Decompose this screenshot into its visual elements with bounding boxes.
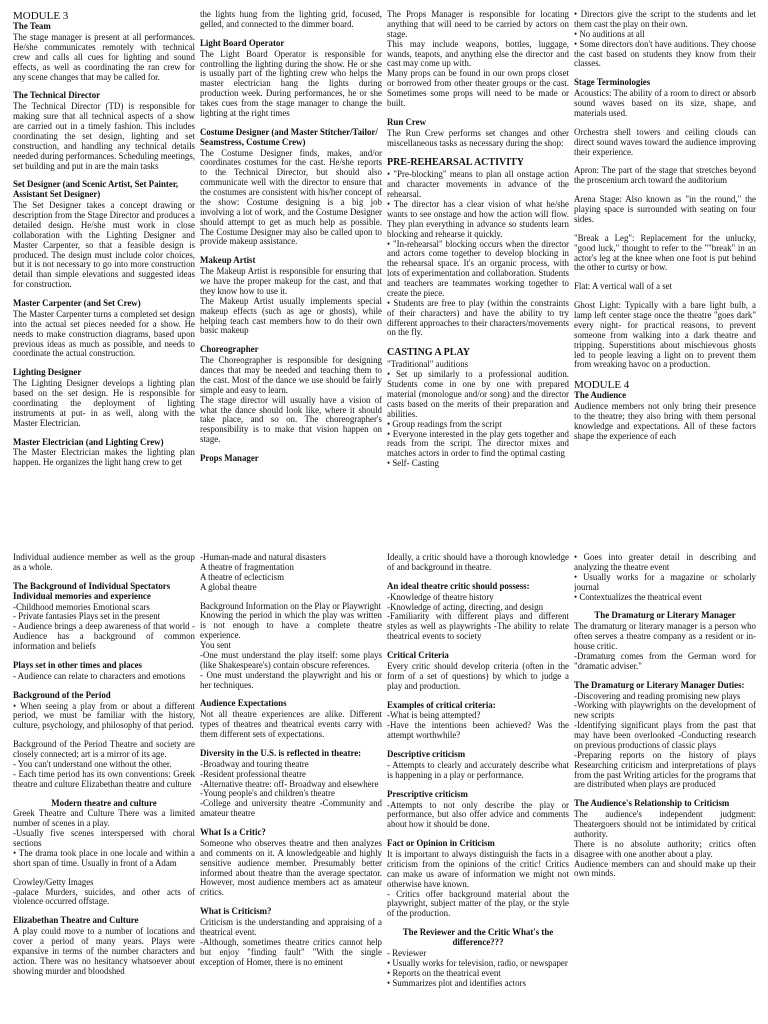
- section-heading: The Audience: [574, 390, 627, 401]
- paragraph: The Master Carpenter turns a completed set design into the actual set pieces needed for a show. He needs to make construction diagrams, based upon previous ideas as much as possible, and needs to coordinate the actual construction.: [13, 308, 195, 359]
- paragraph: -Human-made and natural disasters A theatre of fragmentation A theatre of eclecticism A global theatre: [200, 553, 326, 592]
- section-heading: Modern theatre and culture: [51, 797, 157, 808]
- paragraph: The Run Crew performs set changes and other miscellaneous tasks as necessary during the shop:: [387, 127, 569, 148]
- section-heading: The Background of Individual Spectators Individual memories and experience: [13, 580, 171, 601]
- paragraph: The dramaturg or literary manager is a person who often serves a theatre company as a resident or in-house critic. -Dramaturg comes from the German word for "dramatic adviser.": [574, 621, 756, 671]
- section-heading: What Is a Critic?: [200, 827, 266, 837]
- paragraph: A play could move to a number of locations and cover a period of many years. Plays were expansive in terms of the number characters and action. There was no hesitancy whatsoever about showing murder and bloodshed: [13, 926, 195, 976]
- paragraph: The Technical Director (TD) is responsible for making sure that all technical aspects of a show are carried out in a timely fashion. This includes coordinating the set design, lighting and set construction, and handling any technical details needed during performances. Scheduling meetings, set building and put in are the main tasks: [13, 101, 195, 171]
- section-heading: Master Electrician (and Lighting Crew): [13, 436, 164, 447]
- section-heading: Audience Expectations: [200, 698, 287, 709]
- paragraph: - Attempts to clearly and accurately describe what is happening in a play or performance.: [387, 759, 569, 780]
- section-heading: Lighting Designer: [13, 367, 82, 378]
- paragraph: The stage manager is present at all performances. He/she communicates remotely with technical crew and calls all cues for lighting and sound effects, as well as coordinating the ran crew for any scene changes that may be called for.: [13, 32, 195, 82]
- section-heading: The Dramaturg or Literary Manager Duties:: [574, 679, 745, 690]
- section-heading: The Reviewer and the Critic What's the difference???: [402, 927, 554, 947]
- section-heading: Descriptive criticism: [387, 749, 466, 759]
- paragraph: The Master Electrician makes the lighting plan happen. He organizes the light hang crew to get: [13, 447, 195, 468]
- bottom-column-2: [200, 553, 382, 1024]
- section-heading: Background of the Period: [13, 689, 111, 700]
- paragraph: -Broadway and touring theatre -Resident professional theatre -Alternative theatre: off- Broadway and elsewhere -Young people's and children's theatre -College and university theatre -Community and amateur theatre: [200, 758, 382, 819]
- paragraph: It is important to always distinguish the facts in a criticism from the opinions of the critic! Critics can make us aware of information we might not otherwise have known. - Critics offer background material about the playwright, subject matter of the play, or the style of the production.: [387, 849, 569, 919]
- paragraph: - Reviewer • Usually works for television, radio, or newspaper • Reports on the theatrical event • Summarizes plot and identifies actors: [387, 947, 568, 988]
- paragraph: The Set Designer takes a concept drawing or description from the Stage Director and produces a detailed design. He/she must work in close collaboration with the Lighting Designer and Master Carpenter, so that a feasible design is produced. The design must include color choices, but it is not necessary to go into more construction detail than simple elevations and suggested ideas for construction.: [13, 200, 195, 290]
- section-heading: PRE-REHEARSAL ACTIVITY: [387, 157, 524, 169]
- paragraph: -Attempts to not only describe the play or performance, but also offer advice and comments about how it should be done.: [387, 799, 569, 830]
- section-heading: Plays set in other times and places: [13, 659, 143, 670]
- paragraph: The Costume Designer finds, makes, and/or coordinates costumes for the cast. He/she reports to the Technical Director, but should also communicate well with the director to ensure that the costumes are consistent with his/her concept of the show: Costume designing is a big job involving a lot of work, and the Costume Designer should attempt to get as much help as possible. The Costume Designer may also be called upon to provide makeup assistance.: [200, 147, 382, 247]
- paragraph: The Props Manager is responsible for locating anything that will need to be carried by actors on stage. This may include weapons, bottles, luggage, wands, teapots, and anything else the director and cast may come up with. Many props can be found in our own props closet or borrowed from other theater groups or the cast. Sometimes some props will need to be made or built.: [387, 10, 569, 108]
- section-heading: Diversity in the U.S. is reflected in theatre:: [200, 747, 362, 758]
- top-column-1: [13, 10, 195, 522]
- top-column-3: [387, 10, 569, 522]
- module-heading: MODULE 3: [13, 10, 69, 22]
- section-heading: Makeup Artist: [200, 255, 256, 266]
- paragraph: "Traditional" auditions • Set up similarly to a professional audition. Students come in one by one with prepared material (monologue and/or song) and the director casts based on the merits of their preparation and abilities. • Group readings from the script • Everyone interested in the play gets together and reads from the script. The director mixes and matches actors in order to find the optimal casting • Self- Casting: [387, 359, 569, 469]
- bottom-column-1: [13, 553, 195, 1024]
- paragraph: The Light Board Operator is responsible for controlling the lighting during the show. He or she is usually part of the lighting crew who helps the master electrician hang the lights during production week. During performances, he or she takes cues from the stage manager to change the lighting at the right times: [200, 48, 382, 118]
- section-heading: Costume Designer (and Master Stitcher/Tailor/ Seamstress, Costume Crew): [200, 126, 378, 147]
- paragraph: The Choreographer is responsible for designing dances that may be needed and teaching them to the cast. Most of the dance we use should be fairly simple and easy to learn. The stage director will usually have a vision of what the dance should look like, where it should take place, and so on. The choreographer's responsibility is to make that vision happen on stage.: [200, 355, 382, 445]
- paragraph: Someone who observes theatre and then analyzes and comments on it. A knowledgeable and highly sensitive audience member. Presumably better informed about theatre than the average spectator. However, most audience members act as amateur critics.: [200, 837, 382, 898]
- paragraph: The Makeup Artist is responsible for ensuring that we have the proper makeup for the cast, and that they know how to use it. The Makeup Artist usually implements special makeup effects (such as age or ghosts), while helping teach cast members how to do their own basic makeup: [200, 266, 382, 336]
- module-heading: MODULE 4: [574, 379, 630, 392]
- section-heading: Stage Terminologies: [574, 77, 651, 88]
- paragraph: -What is being attempted? -Have the intentions been achieved? Was the attempt worthwhile?: [387, 710, 569, 741]
- paragraph: Every critic should develop criteria (often in the form of a set of questions) by which to judge a play and production.: [387, 660, 569, 691]
- paragraph: Background of the Period Theatre and society are closely connected; art is a mirror of its age. - You can't understand one without the other. - Each time period has its own conventions: Greek theatre and culture Elizabethan theatre and culture: [13, 739, 195, 789]
- paragraph: Ideally, a critic should have a thorough knowledge of and background in theatre.: [387, 553, 569, 572]
- paragraph: -Discovering and reading promising new plays -Working with playwrights on the development of new scripts -Identifying significant plays from the past that may have been overlooked -Conducting research on previous productions of classic plays -Preparing reports on the history of plays Researching criticism and interpretations of plays from the past Writing articles for the programs that are distributed when plays are produced: [574, 690, 756, 790]
- section-heading: Set Designer (and Scenic Artist, Set Painter, Assistant Set Designer): [13, 179, 179, 200]
- paragraph: • Directors give the script to the students and let them cast the play on their own. • No auditions at all • Some directors don't have auditions. They choose the cast based on students they know from their classes.: [574, 10, 756, 69]
- bottom-column-3: [387, 553, 569, 1024]
- paragraph: Ghost Light: Typically with a bare light bulb, a lamp left center stage once the theatre "goes dark" every night- for practical reasons, to prevent someone from walking into a dark theatre and tripping. Superstitions about mischievous ghosts led to people leaving a light on to prevent them from wreaking havoc on a production.: [574, 300, 756, 370]
- section-heading: Light Board Operator: [200, 37, 285, 48]
- paragraph: "Break a Leg": Replacement for the unlucky, "good luck," thought to refer to the ""break" in an actor's leg at the knee when one foot is put behind the other to curtsy or bow.: [574, 232, 756, 273]
- section-heading: What is Criticism?: [200, 906, 272, 917]
- paragraph: Crowley/Getty Images -palace Murders, suicides, and other acts of violence occurred offstage.: [13, 876, 195, 907]
- section-heading: Examples of critical criteria:: [387, 699, 496, 710]
- section-heading: Elizabethan Theatre and Culture: [13, 915, 139, 926]
- paragraph: Criticism is the understanding and appraising of a theatrical event. -Although, sometimes theatre critics cannot help but enjoy "finding fault" "With the single exception of Homer, there is no eminent: [200, 917, 382, 967]
- paragraph: - Audience can relate to characters and emotions: [13, 670, 186, 681]
- section-heading: An ideal theatre critic should possess:: [387, 580, 530, 591]
- section-heading: The Technical Director: [13, 90, 101, 101]
- page-top-half: [0, 10, 768, 522]
- section-heading: Critical Criteria: [387, 650, 449, 660]
- section-heading: The Audience's Relationship to Criticism: [574, 798, 730, 809]
- paragraph: • "Pre-blocking" means to plan all onstage action and character movements in advance of the rehearsal. • The director has a clear vision of what he/she wants to see onstage and how the action will flow. They plan everything in advance so students learn blocking and rehearse it quickly. • "In-rehearsal" blocking occurs when the director and actors come together to develop blocking in the rehearsal space. It's an organic process, with lots of experimentation and collaboration. Students and teachers are teammates working together to create the piece. • Students are free to play (within the constraints of their characters) and have the ability to try different approaches to their characters/movements on the fly.: [387, 169, 569, 338]
- paragraph: Orchestra shell towers and ceiling clouds can direct sound waves toward the audience improving their experience.: [574, 126, 756, 157]
- top-column-2: [200, 10, 382, 522]
- section-heading: Run Crew: [387, 116, 427, 127]
- paragraph: The audience's independent judgment: Theatergoers should not be intimidated by critical authority. There is no absolute authority; critics often disagree with one another about a play. Audience members can and should make up their own minds.: [574, 809, 756, 879]
- paragraph: Acoustics: The ability of a room to direct or absorb sound waves based on its size, shape, and materials used.: [574, 88, 756, 118]
- paragraph: Not all theatre experiences are alike. Different types of theatres and theatrical events carry with them different sets of expectations.: [200, 709, 382, 739]
- top-column-4: [574, 10, 756, 522]
- section-heading: Prescriptive criticism: [387, 788, 468, 799]
- section-heading: Master Carpenter (and Set Crew): [13, 298, 141, 309]
- section-heading: Fact or Opinion in Criticism: [387, 838, 495, 849]
- paragraph: -Knowledge of theatre history -Knowledge of acting, directing, and design -Familiarity with different plays and different styles as well as playwrights -The ability to relate theatrical events to society: [387, 591, 569, 642]
- section-heading: The Dramaturg or Literary Manager: [594, 610, 736, 621]
- section-heading: Props Manager: [200, 453, 259, 463]
- bottom-column-4: [574, 553, 756, 1024]
- paragraph: Audience members not only bring their presence to the theatre; they also bring with them personal knowledge and expectations. All of these factors shape the experience of each: [574, 401, 756, 441]
- paragraph: Arena Stage: Also known as "in the round," the playing space is surrounded with seating on four sides.: [574, 194, 756, 224]
- paragraph: Individual audience member as well as the group as a whole.: [13, 553, 195, 572]
- paragraph: Background Information on the Play or Playwright Knowing the period in which the play was written is not enough to have a complete theatre experience. You sent -One must understand the play itself: some plays (like Shakespeare's) contain obscure references. - One must understand the playwright and his or her techniques.: [200, 600, 382, 690]
- paragraph: -Childhood memories Emotional scars - Private fantasies Plays set in the present - Audience brings a deep awareness of that world - Audience has a background of common information and beliefs: [13, 601, 195, 651]
- section-heading: Choreographer: [200, 344, 259, 355]
- page-bottom-half: [0, 553, 768, 1024]
- paragraph: Flat: A vertical wall of a set: [574, 281, 673, 292]
- section-heading: CASTING A PLAY: [387, 347, 470, 359]
- section-heading: The Team: [13, 21, 51, 32]
- paragraph: The Lighting Designer develops a lighting plan based on the set design. He is responsible for coordinating the deployment of lighting instruments at put- in as well, along with the Master Electrician.: [13, 378, 195, 428]
- paragraph: Apron: The part of the stage that stretches beyond the proscenium arch toward the auditorium: [574, 165, 756, 186]
- paragraph: • Goes into greater detail in describing and analyzing the theatre event • Usually works for a magazine or scholarly journal • Contextualizes the theatrical event: [574, 553, 756, 602]
- paragraph: • When seeing a play from or about a different period, we must be familiar with the history, culture, psychology, and philosophy of that period.: [13, 700, 195, 731]
- paragraph: Greek Theatre and Culture There was a limited number of scenes in a play. -Usually five scenes interspersed with choral sections • The drama took place in one locale and within a short span of time. Usually in front of a Adam: [13, 808, 195, 868]
- paragraph: the lights hung from the lighting grid, focused, gelled, and connected to the dimmer board.: [200, 10, 382, 29]
